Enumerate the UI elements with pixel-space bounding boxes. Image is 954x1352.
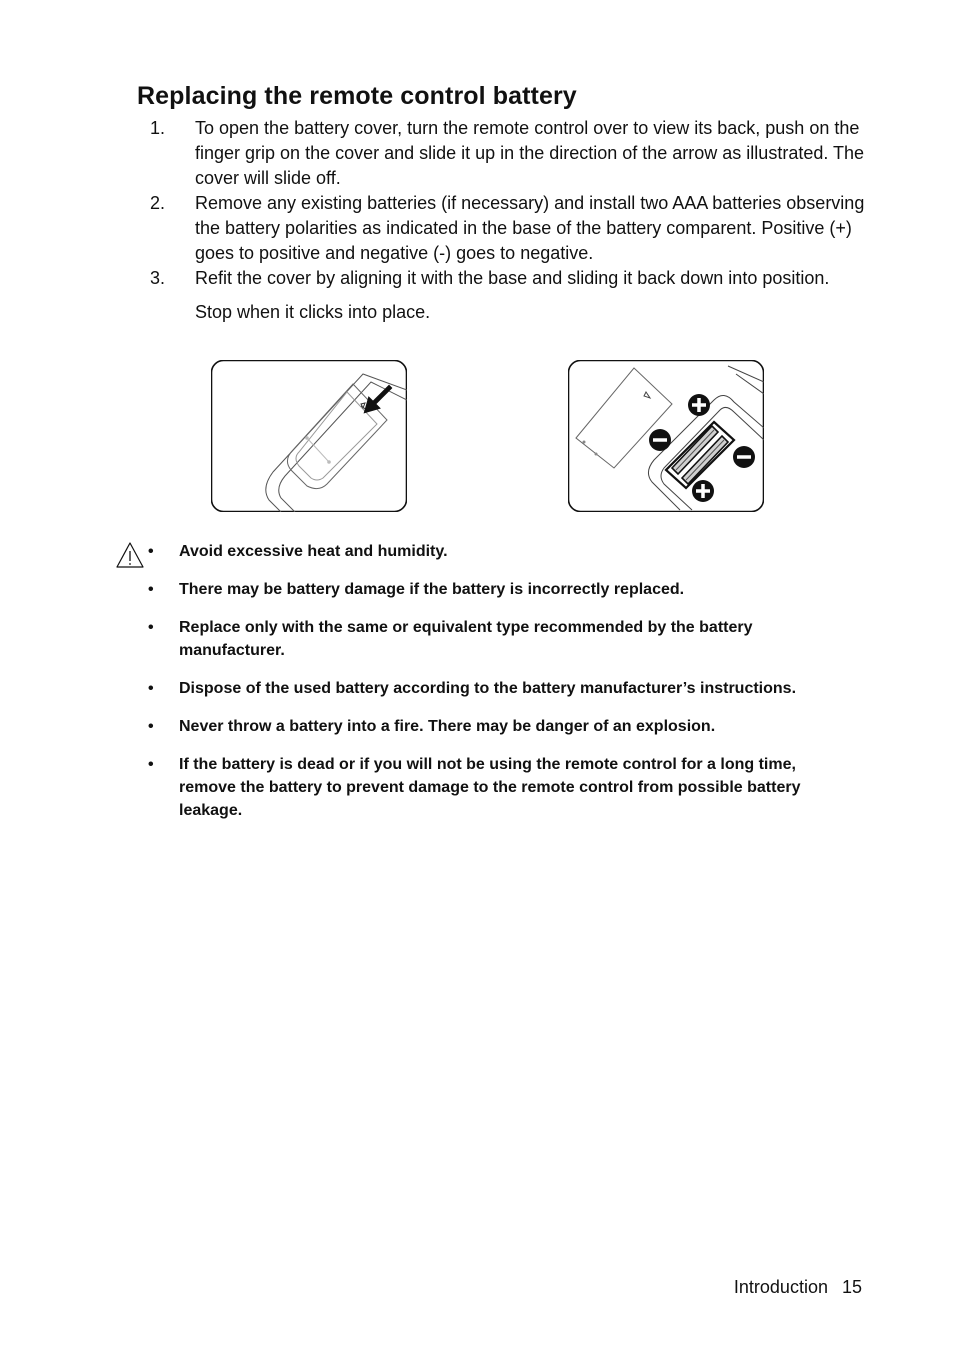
step-number: 2.	[150, 193, 166, 213]
page-footer	[734, 1277, 862, 1298]
warning-triangle-icon	[115, 541, 145, 569]
note-item	[148, 578, 848, 601]
battery-polarity-icon	[568, 360, 764, 512]
note-item	[148, 715, 848, 738]
page-title: Replacing the remote control battery	[137, 82, 577, 110]
warning-notes	[148, 540, 848, 837]
step-number: 3.	[150, 268, 166, 288]
note-text: Never throw a battery into a fire. There may be danger of an explosion.	[179, 718, 716, 735]
step-2	[150, 191, 870, 266]
step-text: Remove any existing batteries (if necessary) and install two AAA batteries observing the battery polarities as indicated in the base of the battery comparent. Positive (+) goes to positive and negative (-) goes to negative.	[195, 193, 865, 263]
bullet: •	[148, 680, 154, 697]
note-text: There may be battery damage if the battery is incorrectly replaced.	[179, 581, 685, 598]
page-number: 15	[841, 1277, 862, 1297]
bullet: •	[148, 718, 154, 735]
instruction-steps	[150, 116, 870, 325]
bullet: •	[148, 581, 154, 598]
note-item	[148, 540, 848, 563]
step-3	[150, 266, 870, 325]
footer-section: Introduction	[733, 1277, 828, 1297]
note-text: Dispose of the used battery according to the battery manufacturer’s instructions.	[179, 680, 797, 697]
note-item	[148, 753, 848, 822]
step-number: 1.	[150, 118, 166, 138]
step-text: Refit the cover by aligning it with the base and sliding it back down into position.	[195, 268, 830, 288]
step-text: To open the battery cover, turn the remote control over to view its back, push on the finger grip on the cover and slide it up in the direction of the arrow as illustrated. The cover will slide off.	[195, 118, 865, 188]
note-text: Replace only with the same or equivalent type recommended by the battery manufacturer.	[179, 619, 753, 659]
bullet: •	[148, 543, 154, 560]
note-item	[148, 677, 848, 700]
bullet: •	[148, 756, 154, 773]
remote-cover-slide-icon	[211, 360, 407, 512]
bullet: •	[148, 619, 154, 636]
step-text-extra: Stop when it clicks into place.	[195, 302, 431, 322]
note-text: Avoid excessive heat and humidity.	[179, 543, 448, 560]
note-item	[148, 616, 848, 662]
step-1	[150, 116, 870, 191]
note-text: If the battery is dead or if you will not be using the remote control for a long time, remove the battery to prevent damage to the remote control from possible battery leakage.	[179, 756, 801, 819]
